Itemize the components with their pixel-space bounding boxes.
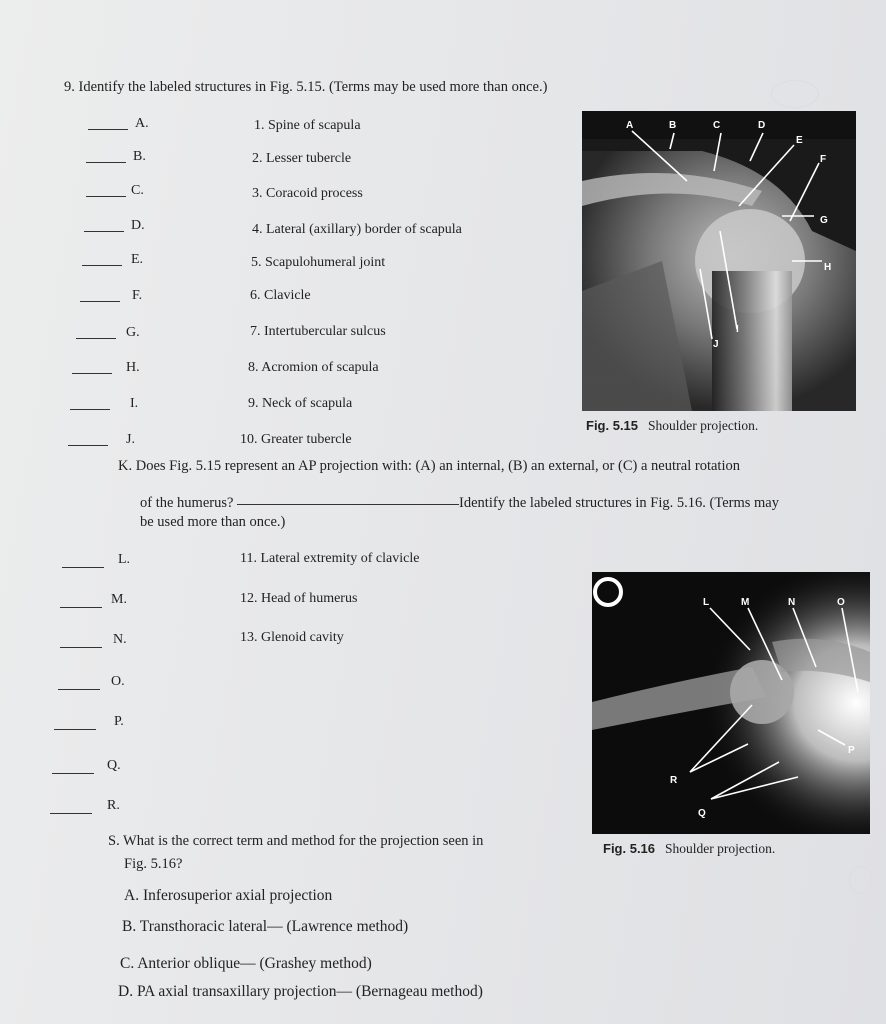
xray-marker-i: I [736,324,739,335]
question-letter: F. [132,288,143,303]
question-letter: E. [131,252,144,267]
shoulder-xray-image [582,111,856,411]
term-item: 11. Lateral extremity of clavicle [240,551,420,566]
question-k-line2b: Identify the labeled structures in Fig. 5.16. (Terms may [459,495,779,511]
question-letter: H. [126,360,140,375]
term-item: 1. Spine of scapula [254,118,361,133]
xray-marker-g: G [820,215,828,226]
question-letter: P. [114,714,124,729]
answer-blank-k[interactable] [237,503,459,505]
answer-blank[interactable] [54,729,96,730]
answer-blank[interactable] [72,373,112,374]
term-item: 4. Lateral (axillary) border of scapula [252,222,462,237]
question-k-line2 [140,495,779,512]
answer-blank[interactable] [80,301,120,302]
answer-blank[interactable] [82,265,122,266]
question-k-line1: K. Does Fig. 5.15 represent an AP projection with: (A) an internal, (B) an external, or (C) a neutral rotation [118,458,740,474]
figure-5-16-caption [603,841,775,857]
xray-marker-o: O [837,597,845,608]
answer-option[interactable]: C. Anterior oblique— (Grashey method) [120,955,372,972]
xray-marker-f: F [820,154,827,165]
answer-blank[interactable] [88,129,128,130]
xray-marker-c: C [713,120,721,131]
term-item: 10. Greater tubercle [240,432,352,447]
term-item: 5. Scapulohumeral joint [251,255,386,270]
xray-marker-m: M [741,597,750,608]
answer-blank[interactable] [84,231,124,232]
term-item: 7. Intertubercular sulcus [250,324,386,339]
answer-blank[interactable] [60,647,102,648]
answer-blank[interactable] [70,409,110,410]
figure-5-15-caption-text: Shoulder projection. [648,418,759,433]
answer-blank[interactable] [62,567,104,568]
question-k-line2a: of the humerus? [140,495,234,511]
term-item: 9. Neck of scapula [248,396,353,411]
term-item: 13. Glenoid cavity [240,630,344,645]
answer-option[interactable]: A. Inferosuperior axial projection [124,887,333,904]
figure-5-16-number: Fig. 5.16 [603,841,656,856]
term-item: 8. Acromion of scapula [248,360,379,375]
answer-blank[interactable] [50,813,92,814]
question-letter: A. [135,116,149,131]
question-k-line3: be used more than once.) [140,514,286,530]
figure-5-16-xray [592,572,870,834]
question-s-line2: Fig. 5.16? [124,856,183,872]
xray-marker-n: N [788,597,796,608]
term-item: 6. Clavicle [250,288,311,303]
answer-option[interactable]: D. PA axial transaxillary projection— (Bernageau method) [118,983,483,1000]
question-letter: O. [111,674,125,689]
answer-blank[interactable] [86,162,126,163]
xray-marker-h: H [824,262,832,273]
figure-5-15-caption [586,418,758,434]
term-item: 12. Head of humerus [240,591,358,606]
xray-marker-p: P [848,745,855,756]
decorative-circle-2 [849,866,873,894]
question-letter: J. [126,432,135,447]
answer-blank[interactable] [58,689,100,690]
decorative-circle [771,80,819,108]
shoulder-axial-xray-image [592,572,870,834]
figure-5-15-xray [582,111,856,411]
question-letter: I. [130,396,139,411]
xray-marker-a: A [626,120,634,131]
question-letter: N. [113,632,127,647]
question-letter: C. [131,183,144,198]
answer-blank[interactable] [52,773,94,774]
question-letter: B. [133,149,146,164]
xray-marker-r: R [670,775,678,786]
xray-marker-e: E [796,135,803,146]
xray-marker-d: D [758,120,766,131]
question-letter: L. [118,552,131,567]
xray-marker-q: Q [698,808,706,819]
xray-marker-l: L [703,597,710,608]
question-letter: Q. [107,758,121,773]
answer-blank[interactable] [68,445,108,446]
figure-5-15-number: Fig. 5.15 [586,418,639,433]
xray-marker-b: B [669,120,677,131]
question-letter: R. [107,798,120,813]
question-letter: M. [111,592,127,607]
answer-blank[interactable] [86,196,126,197]
term-item: 2. Lesser tubercle [252,151,352,166]
question-letter: D. [131,218,145,233]
xray-marker-j: J [713,339,719,350]
question-letter: G. [126,325,140,340]
answer-blank[interactable] [76,338,116,339]
question-s-line1: S. What is the correct term and method for the projection seen in [108,833,484,849]
answer-option[interactable]: B. Transthoracic lateral— (Lawrence method) [122,918,409,935]
answer-blank[interactable] [60,607,102,608]
figure-5-16-caption-text: Shoulder projection. [665,841,776,856]
question-9-prompt: 9. Identify the labeled structures in Fig. 5.15. (Terms may be used more than once.) [64,79,548,95]
term-item: 3. Coracoid process [252,186,363,201]
